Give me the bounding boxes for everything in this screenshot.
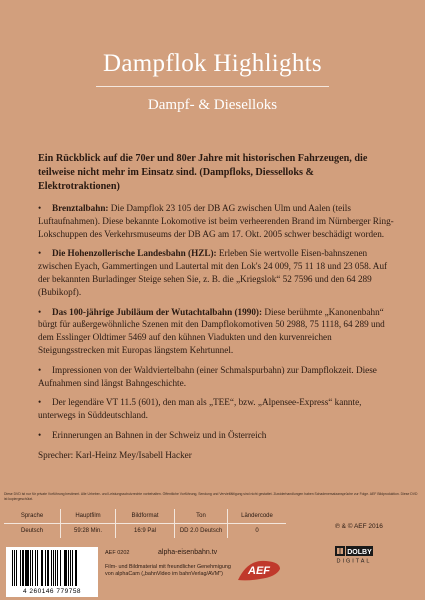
copyright: ℗ & © AEF 2016 xyxy=(335,523,383,530)
website-link[interactable]: alpha-eisenbahn.tv xyxy=(158,549,218,556)
table-cell: 59:28 Min. xyxy=(61,524,116,539)
speaker-credit: Sprecher: Karl-Heinz Mey/Isabell Hacker xyxy=(38,449,192,460)
bullet-icon: • xyxy=(38,397,42,408)
list-item xyxy=(38,247,398,298)
page-title: Dampflok Highlights xyxy=(103,50,322,77)
item-text: Der legendäre VT 11.5 (601), den man als „TEE“, bzw. „Alpensee-Express“ kannte, unterwegs in Süddeutschland. xyxy=(38,397,362,421)
list-item xyxy=(38,396,398,422)
table-header-cell: Ländercode xyxy=(228,509,287,524)
dolby-mark xyxy=(340,548,343,554)
dolby-digital-logo xyxy=(335,546,373,564)
barcode-bar xyxy=(77,550,78,586)
dolby-text: DOLBY xyxy=(347,549,372,556)
bullet-icon: • xyxy=(38,364,42,375)
bullet-icon: • xyxy=(38,429,42,440)
item-text: Diese berühmte „Kanonenbahn“ bürgt für außergewöhnliche Szenen mit den Dampflokomotiven 50 2988, 75 1118, 64 289 und dem Esslinger Oldtimer 5469 auf den kühnen Viadukten und den kurvenreichen Steigungsstrecken mit Europas längstem Kehrtunnel. xyxy=(38,306,385,355)
barcode xyxy=(6,547,98,597)
table-cell: 16:9 Pal xyxy=(116,524,175,539)
digital-text: DIGITAL xyxy=(336,558,372,564)
barcode-number: 4 260146 779758 xyxy=(22,588,82,595)
header xyxy=(0,0,425,150)
bullet-icon: • xyxy=(38,248,42,259)
table-header-cell: Ton xyxy=(175,509,228,524)
list-item xyxy=(38,202,398,240)
aef-logo-text: AEF xyxy=(248,565,270,577)
page-subtitle: Dampf- & Dieselloks xyxy=(147,97,278,113)
table-cell: 0 xyxy=(255,528,259,534)
dolby-mark xyxy=(337,548,340,554)
bullet-icon: • xyxy=(38,203,42,213)
tech-table xyxy=(4,509,286,538)
tech-specs xyxy=(4,509,304,538)
item-text: Impressionen von der Waldviertelbahn (einer Schmalspurbahn) zur Dampflokzeit. Diese Aufnahmen sind längst Bahngeschichte. xyxy=(38,364,377,388)
list-item xyxy=(38,429,398,442)
list-item xyxy=(38,364,398,390)
title-divider xyxy=(96,86,329,87)
item-heading: Das 100-jährige Jubiläum der Wutachtalbahn (1990): xyxy=(52,306,263,317)
list-item xyxy=(38,306,398,357)
item-heading: Brenztalbahn: xyxy=(52,203,109,213)
bullet-icon: • xyxy=(38,306,42,317)
table-cell: DD 2.0 Deutsch xyxy=(175,524,228,539)
aef-logo xyxy=(236,555,282,583)
table-header-cell: Sprache xyxy=(4,509,61,524)
description xyxy=(38,152,398,462)
item-text: Erleben Sie wertvolle Eisen-bahnszenen zwischen Eyach, Gammertingen und Lautertal mit den Lok's 24 009, 75 11 18 und 23 058. Auf der bekannten Burladinger Steige sehen Sie, z. B. die „Kriegslok“ 52 7596 und den 64 289 (Bubikopf). xyxy=(38,248,388,297)
table-header-cell: Hauptfilm xyxy=(61,509,116,524)
dolby-mark xyxy=(335,546,345,556)
catalog-number: AEF 0202 xyxy=(105,550,130,556)
table-cell: Deutsch xyxy=(4,524,61,539)
legal-notice: Diese DVD ist nur für private Vorführung bestimmt. Alle Urheber- und Leistungsschutzrechte vorbehalten. Öffentliche Vorführung, Sendung und Vervielfältigung sind nicht gestattet. Zuwiderhandlungen haben Schadenersatzansprüche zur Folge. AEF Bildproduktion. Diese DVD ist kopiergeschützt. xyxy=(4,492,418,501)
item-text: Erinnerungen an Bahnen in der Schweiz und in Österreich xyxy=(52,429,267,440)
table-row xyxy=(4,524,286,539)
item-heading: Die Hohenzollerische Landesbahn (HZL): xyxy=(52,248,217,259)
item-text: Die Dampflok 23 105 der DB AG zwischen Ulm und Aalen (teils Luftaufnahmen). Diese bekannte Lokomotive ist beim verheerenden Brand im Nürnberger Ring-Lokschuppen des Verkehrsmuseums der DB AG am 17. Okt. 2005 schwer beschädigt worden. xyxy=(38,203,394,239)
intro-text: Ein Rückblick auf die 70er und 80er Jahre mit historischen Fahrzeugen, die teilweise nicht mehr im Einsatz sind. (Dampfloks, Diesselloks & Elektrotraktionen) xyxy=(38,153,368,192)
table-header-cell: Bildformat xyxy=(116,509,175,524)
footage-credit: Film- und Bildmaterial mit freundlicher Genehmigung von alphaCam („bahnVideo im bahnVerlag/AVM") xyxy=(105,564,231,578)
barcode-bars xyxy=(12,550,92,586)
table-header-row xyxy=(4,509,286,524)
